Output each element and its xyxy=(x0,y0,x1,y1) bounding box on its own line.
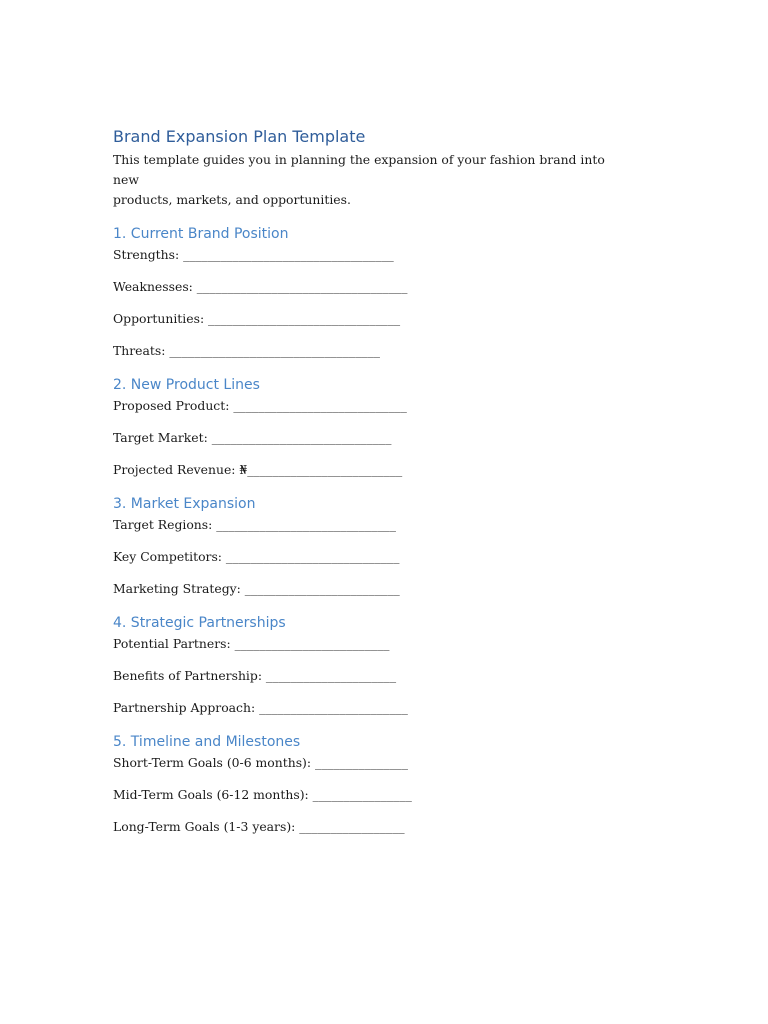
potential-partners-field: Potential Partners: _________________________ xyxy=(113,636,390,651)
section-timeline-and-milestones xyxy=(113,731,713,837)
document-page xyxy=(113,124,713,837)
section-heading: 1. Current Brand Position xyxy=(113,226,289,242)
intro-line-2: products, markets, and opportunities. xyxy=(113,192,351,207)
intro-line-1: This template guides you in planning the expansion of your fashion brand into new xyxy=(113,152,605,187)
short-term-goals-field: Short-Term Goals (0-6 months): _______________ xyxy=(113,755,408,770)
section-heading: 5. Timeline and Milestones xyxy=(113,734,301,750)
benefits-of-partnership-field: Benefits of Partnership: _____________________ xyxy=(113,668,397,683)
section-heading: 4. Strategic Partnerships xyxy=(113,615,286,631)
section-market-expansion xyxy=(113,493,713,599)
key-competitors-field: Key Competitors: ____________________________ xyxy=(113,549,400,564)
section-heading: 2. New Product Lines xyxy=(113,377,260,393)
section-new-product-lines xyxy=(113,374,713,480)
target-regions-field: Target Regions: _____________________________ xyxy=(113,517,396,532)
long-term-goals-field: Long-Term Goals (1-3 years): _________________ xyxy=(113,819,405,834)
mid-term-goals-field: Mid-Term Goals (6-12 months): ________________ xyxy=(113,787,412,802)
strengths-field: Strengths: __________________________________ xyxy=(113,247,394,262)
marketing-strategy-field: Marketing Strategy: _________________________ xyxy=(113,581,400,596)
document-title: Brand Expansion Plan Template xyxy=(113,127,366,146)
document-intro xyxy=(113,150,633,210)
projected-revenue-field: Projected Revenue: ₦_________________________ xyxy=(113,462,403,477)
target-market-field: Target Market: _____________________________ xyxy=(113,430,392,445)
partnership-approach-field: Partnership Approach: ________________________ xyxy=(113,700,408,715)
section-current-brand-position xyxy=(113,223,713,361)
proposed-product-field: Proposed Product: ____________________________ xyxy=(113,398,407,413)
weaknesses-field: Weaknesses: __________________________________ xyxy=(113,279,408,294)
section-heading: 3. Market Expansion xyxy=(113,496,256,512)
threats-field: Threats: __________________________________ xyxy=(113,343,380,358)
opportunities-field: Opportunities: _______________________________ xyxy=(113,311,401,326)
section-strategic-partnerships xyxy=(113,612,713,718)
